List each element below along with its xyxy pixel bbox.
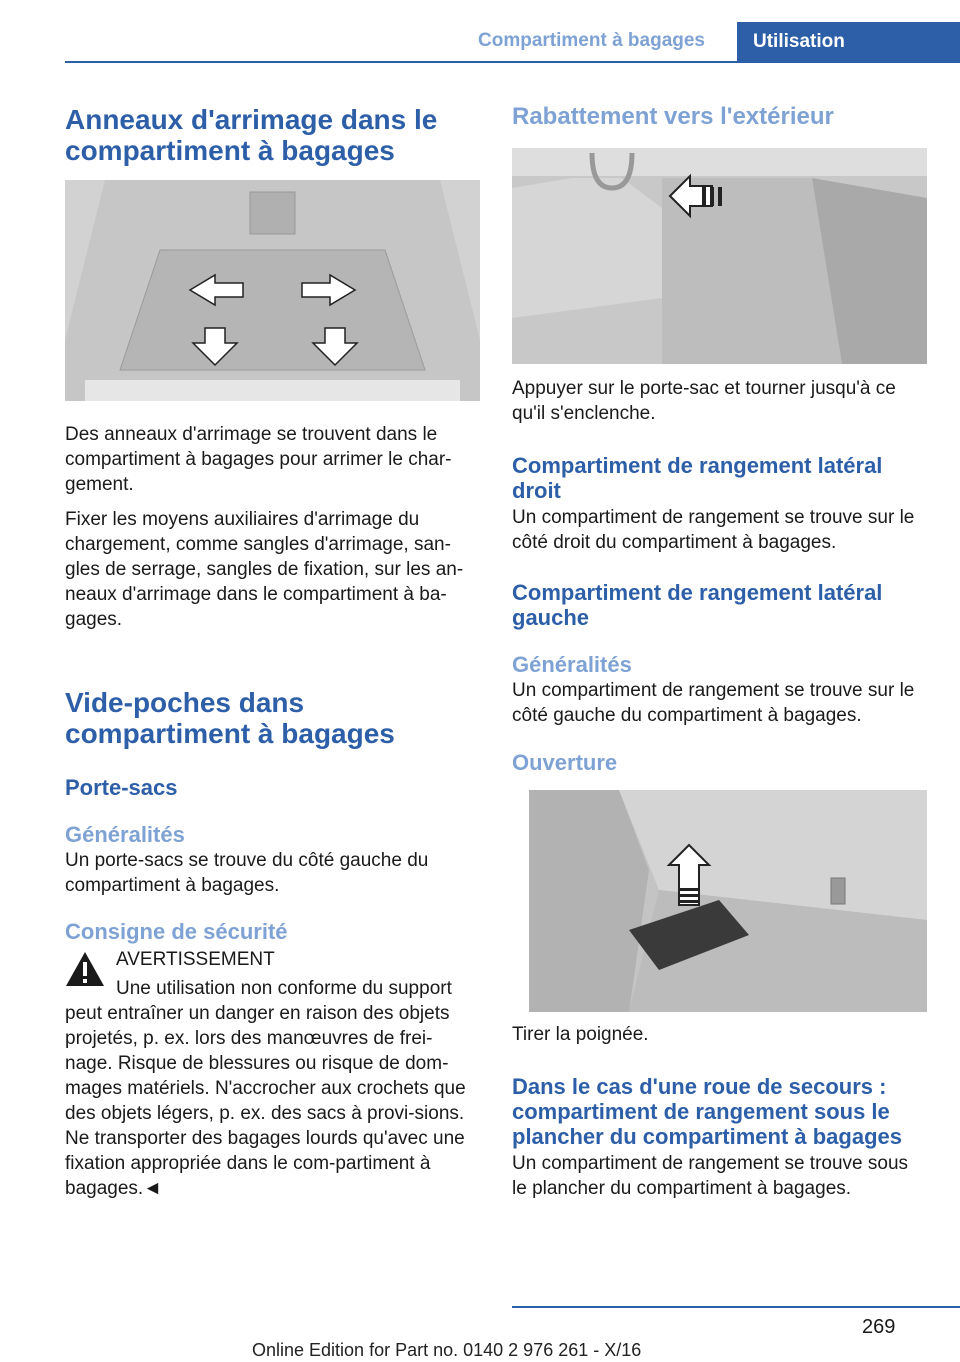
paragraph-roue-secours: Un compartiment de rangement se trouve sous le plancher du compartiment à bagages. xyxy=(512,1153,909,1199)
running-header-chapter-tab xyxy=(737,22,960,63)
heading-anneaux: Anneaux d'arrimage dans le compartiment à bagages xyxy=(65,104,438,166)
paragraph-rangement-gauche: Un compartiment de rangement se trouve sur le côté gauche du compartiment à bagages. xyxy=(512,680,915,726)
page-number: 269 xyxy=(862,1316,896,1338)
warning-title: AVERTISSEMENT xyxy=(116,949,275,970)
heading-rangement-gauche: Compartiment de rangement latéral gauche xyxy=(512,580,883,630)
heading-generalites-porte-sacs: Généralités xyxy=(65,822,185,847)
heading-rangement-droit: Compartiment de rangement latéral droit xyxy=(512,453,883,503)
edition-footer: Online Edition for Part no. 0140 2 976 261 - X/16 xyxy=(252,1340,642,1360)
side-compartment-illustration xyxy=(529,790,927,1012)
bag-hook-illustration xyxy=(512,148,927,364)
figure-lashing-eyes xyxy=(65,180,480,401)
warning-triangle-icon xyxy=(65,951,105,987)
paragraph-rabattement: Appuyer sur le porte-sac et tourner jusqu'à ce qu'il s'enclenche. xyxy=(512,378,896,424)
header-rule xyxy=(65,61,960,63)
paragraph-ouverture: Tirer la poignée. xyxy=(512,1024,649,1045)
paragraph-anneaux-2: Fixer les moyens auxiliaires d'arrimage du chargement, comme sangles d'arrimage, san-gles de serrage, sangles de fixation, sur les an-neaux d'arrimage dans le compartiment à ba-gages. xyxy=(65,509,464,630)
paragraph-generalites-porte-sacs: Un porte-sacs se trouve du côté gauche du compartiment à bagages. xyxy=(65,850,429,896)
heading-consigne-securite: Consigne de sécurité xyxy=(65,919,288,944)
running-header-section: Compartiment à bagages xyxy=(478,30,705,51)
footer-rule xyxy=(512,1306,960,1308)
heading-rabattement: Rabattement vers l'extérieur xyxy=(512,103,834,130)
figure-bag-hook xyxy=(512,148,927,364)
paragraph-anneaux-1: Des anneaux d'arrimage se trouvent dans le compartiment à bagages pour arrimer le char-gement. xyxy=(65,424,452,495)
heading-roue-secours: Dans le cas d'une roue de secours : compartiment de rangement sous le plancher du compartiment à bagages xyxy=(512,1074,902,1149)
safety-warning xyxy=(65,947,480,1201)
right-column xyxy=(512,102,927,1201)
figure-side-compartment xyxy=(529,790,927,1012)
chapter-label: Utilisation xyxy=(753,31,845,52)
heading-vide-poches: Vide-poches dans compartiment à bagages xyxy=(65,687,395,749)
left-column xyxy=(65,104,480,1201)
warning-text: Une utilisation non conforme du support peut entraîner un danger en raison des objets projetés, p. ex. lors des manœuvres de frei-nage. Risque de blessures ou risque de dom-mages matériels. N'accrocher aux crochets que des objets légers, p. ex. des sacs à provi-sions. Ne transporter des bagages lourds qu'avec une fixation appropriée dans le com-partiment à bagages.◄ xyxy=(65,978,466,1199)
heading-porte-sacs: Porte-sacs xyxy=(65,775,178,800)
paragraph-rangement-droit: Un compartiment de rangement se trouve sur le côté droit du compartiment à bagages. xyxy=(512,507,915,553)
heading-generalites-rangement: Généralités xyxy=(512,652,632,677)
heading-ouverture: Ouverture xyxy=(512,750,618,775)
trunk-lashing-eyes-illustration xyxy=(65,180,480,401)
